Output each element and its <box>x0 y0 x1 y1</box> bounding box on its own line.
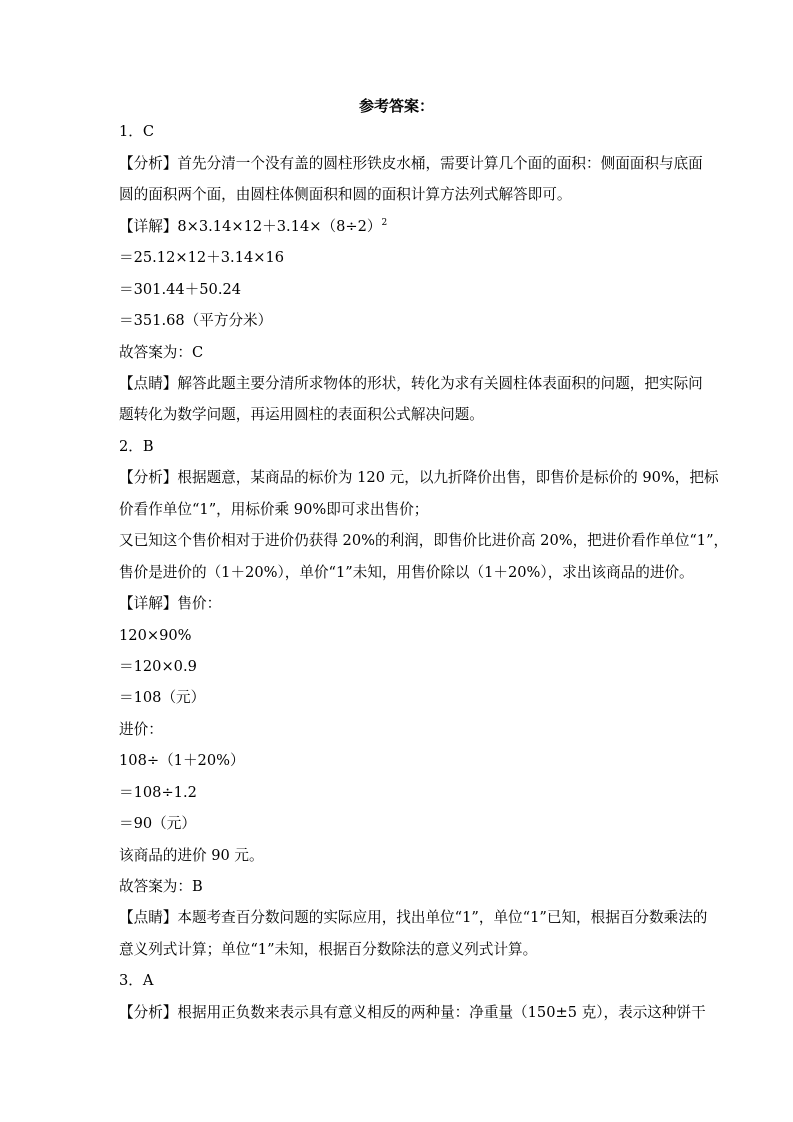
q2-cost-label: 进价： <box>119 721 163 738</box>
q1-number: 1．C <box>119 123 155 140</box>
q2-comment-line-2: 意义列式计算；单位“1”未知，根据百分数除法的意义列式计算。 <box>119 941 538 958</box>
q1-comment-line-2: 题转化为数学问题，再运用圆柱的表面积公式解决问题。 <box>119 406 484 423</box>
q1-step-2: ＝301.44＋50.24 <box>119 281 242 298</box>
q2-analysis-line-4: 售价是进价的（1＋20%），单价“1”未知，用售价除以（1＋20%），求出该商品的进价。 <box>119 564 694 581</box>
q1-answer: 故答案为：C <box>119 344 204 361</box>
q1-detail-line <box>119 217 387 237</box>
q3-number: 3．A <box>119 972 154 989</box>
q2-calc-5: ＝108÷1.2 <box>119 784 197 801</box>
q2-comment-line-1: 【点睛】本题考查百分数问题的实际应用，找出单位“1”，单位“1”已知，根据百分数乘法的 <box>119 909 708 926</box>
q2-analysis-line-1: 【分析】根据题意，某商品的标价为 120 元，以九折降价出售，即售价是标价的 90%，把标 <box>119 469 719 486</box>
q2-calc-2: ＝120×0.9 <box>119 658 197 675</box>
q1-step-3: ＝351.68（平方分米） <box>119 312 273 329</box>
q2-calc-1: 120×90% <box>119 627 192 644</box>
q1-step-1: ＝25.12×12＋3.14×16 <box>119 249 285 266</box>
q3-analysis-line-1: 【分析】根据用正负数来表示具有意义相反的两种量：净重量（150±5 克），表示这种饼干 <box>119 1004 706 1021</box>
q2-calc-6: ＝90（元） <box>119 815 196 832</box>
q2-conclusion: 该商品的进价 90 元。 <box>119 847 264 864</box>
q2-calc-4: 108÷（1＋20%） <box>119 752 245 769</box>
q2-analysis-line-3: 又已知这个售价相对于进价仍获得 20%的利润，即售价比进价高 20%，把进价看作单位“1”， <box>119 532 729 549</box>
page-title: 参考答案： <box>358 97 434 115</box>
q1-analysis-line-1: 【分析】首先分清一个没有盖的圆柱形铁皮水桶，需要计算几个面的面积：侧面面积与底面 <box>119 155 703 172</box>
q2-detail-label: 【详解】售价： <box>119 595 222 612</box>
q2-answer: 故答案为：B <box>119 878 203 895</box>
q1-detail-text: 【详解】8×3.14×12＋3.14×（8÷2） <box>119 218 382 235</box>
q1-comment-line-1: 【点睛】解答此题主要分清所求物体的形状，转化为求有关圆柱体表面积的问题，把实际问 <box>119 375 703 392</box>
q1-detail-exponent: 2 <box>381 218 388 228</box>
q1-analysis-line-2: 圆的面积两个面，由圆柱体侧面积和圆的面积计算方法列式解答即可。 <box>119 186 572 203</box>
q2-analysis-line-2: 价看作单位“1”，用标价乘 90%即可求出售价； <box>119 501 429 518</box>
q2-number: 2．B <box>119 438 154 455</box>
q2-calc-3: ＝108（元） <box>119 689 206 706</box>
